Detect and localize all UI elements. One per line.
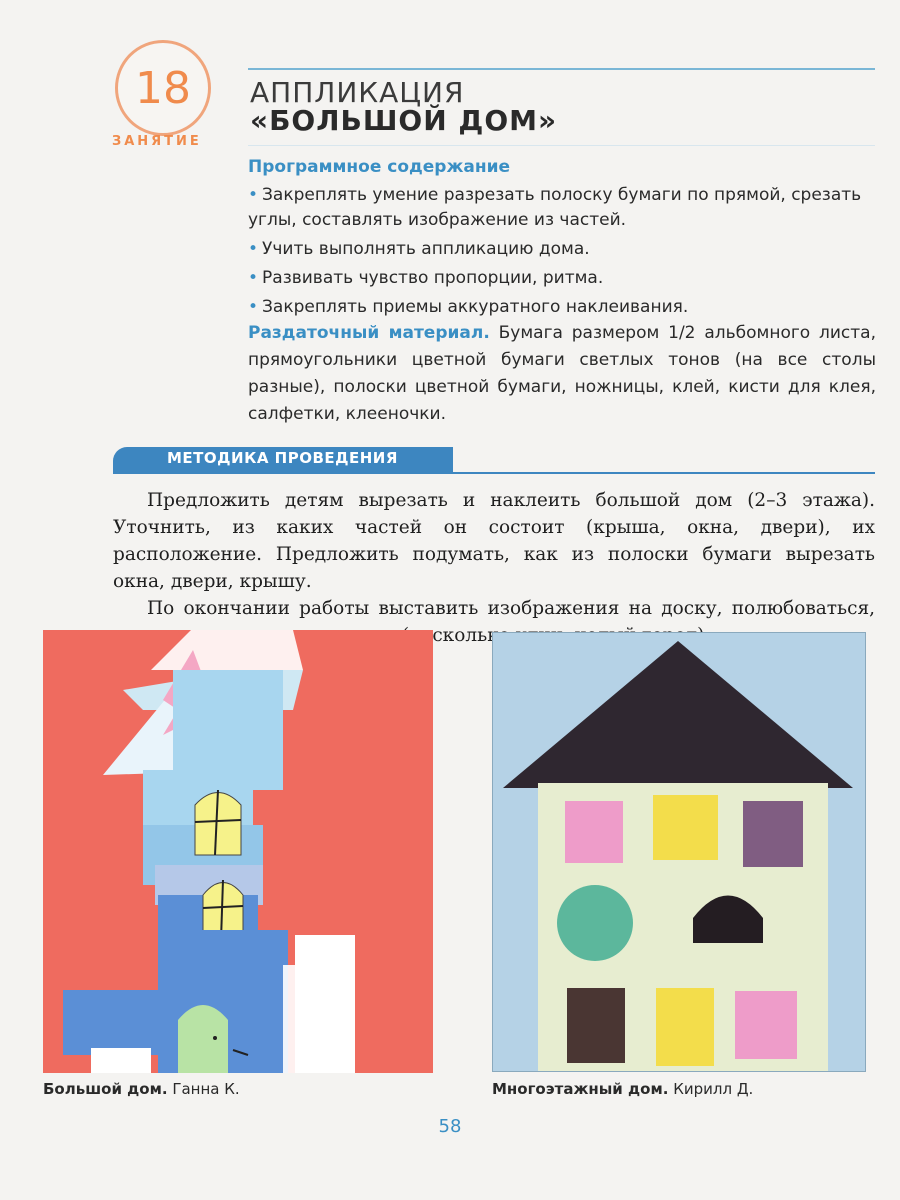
figure-author: Ганна К. [172, 1080, 240, 1098]
door-green [178, 1005, 228, 1073]
list-item [248, 183, 876, 233]
title-top-rule [248, 68, 875, 70]
figure-caption [492, 1080, 753, 1098]
tower-upper [173, 670, 283, 790]
handout-paragraph [248, 320, 876, 428]
door-brown [567, 988, 625, 1063]
figure-author: Кирилл Д. [673, 1080, 754, 1098]
door-handle [213, 1036, 217, 1040]
window-yellow [656, 988, 714, 1066]
artwork-multistorey-house [492, 632, 866, 1072]
list-item-text: Закреплять умение разрезать полоску бумаги по прямой, срезать углы, составлять изображение из частей. [248, 185, 862, 230]
handout-label: Раздаточный материал. [248, 323, 490, 343]
window-yellow [653, 795, 718, 860]
figure-title: Многоэтажный дом. [492, 1080, 669, 1098]
window-purple [743, 801, 803, 867]
window-pink [565, 801, 623, 863]
list-item-text: Развивать чувство пропорции, ритма. [262, 268, 604, 288]
multistorey-house-collage [493, 633, 865, 1071]
method-paragraph: По окончании работы выставить изображения на доску, полюбоваться, (несколько [147, 598, 875, 646]
lesson-number-badge [115, 40, 211, 136]
bullet-icon: • [248, 268, 259, 288]
white-strip [91, 1048, 151, 1073]
list-item [248, 237, 876, 262]
bullet-icon: • [248, 185, 259, 205]
program-list [248, 183, 876, 324]
figure-caption [43, 1080, 240, 1098]
figure-title: Большой дом. [43, 1080, 168, 1098]
bullet-icon: • [248, 297, 259, 317]
lesson-label: ЗАНЯТИЕ [112, 134, 202, 149]
page-title-category: АППЛИКАЦИЯ [250, 76, 465, 109]
program-heading: Программное содержание [248, 157, 511, 177]
lesson-number: 18 [135, 62, 191, 114]
bullet-icon: • [248, 239, 259, 259]
method-rule [113, 472, 875, 474]
big-house-collage [43, 630, 433, 1073]
window-round-green [557, 885, 633, 961]
page-title: «БОЛЬШОЙ ДОМ» [250, 104, 558, 137]
roof-triangle [503, 641, 853, 788]
handout-text: Бумага размером 1/2 альбомного листа, прямоугольники цветной бумаги светлых тонов (на все столы разные), полоски цветной бумаги, ножницы, клей, кисти для клея, салфетки, клееночки. [248, 323, 876, 424]
page-number: 58 [438, 1116, 462, 1137]
white-strip [283, 965, 333, 1073]
roof-piece-white [151, 630, 303, 670]
method-body [113, 487, 875, 649]
title-divider [248, 145, 875, 146]
list-item [248, 295, 876, 320]
list-item [248, 266, 876, 291]
window-pink [735, 991, 797, 1059]
artwork-big-house [43, 630, 433, 1073]
list-item-text: Закреплять приемы аккуратного наклеивания. [262, 297, 689, 317]
method-heading: МЕТОДИКА ПРОВЕДЕНИЯ [167, 449, 398, 467]
method-paragraph: Предложить детям вырезать и наклеить большой дом (2–3 этажа). Уточнить, из каких частей он состоит (крыша, окна, двери), их расположение. Предложить подумать, как из полоски бумаги вырезать окна, двери, крышу. [113, 490, 875, 592]
list-item-text: Учить выполнять аппликацию дома. [262, 239, 590, 259]
